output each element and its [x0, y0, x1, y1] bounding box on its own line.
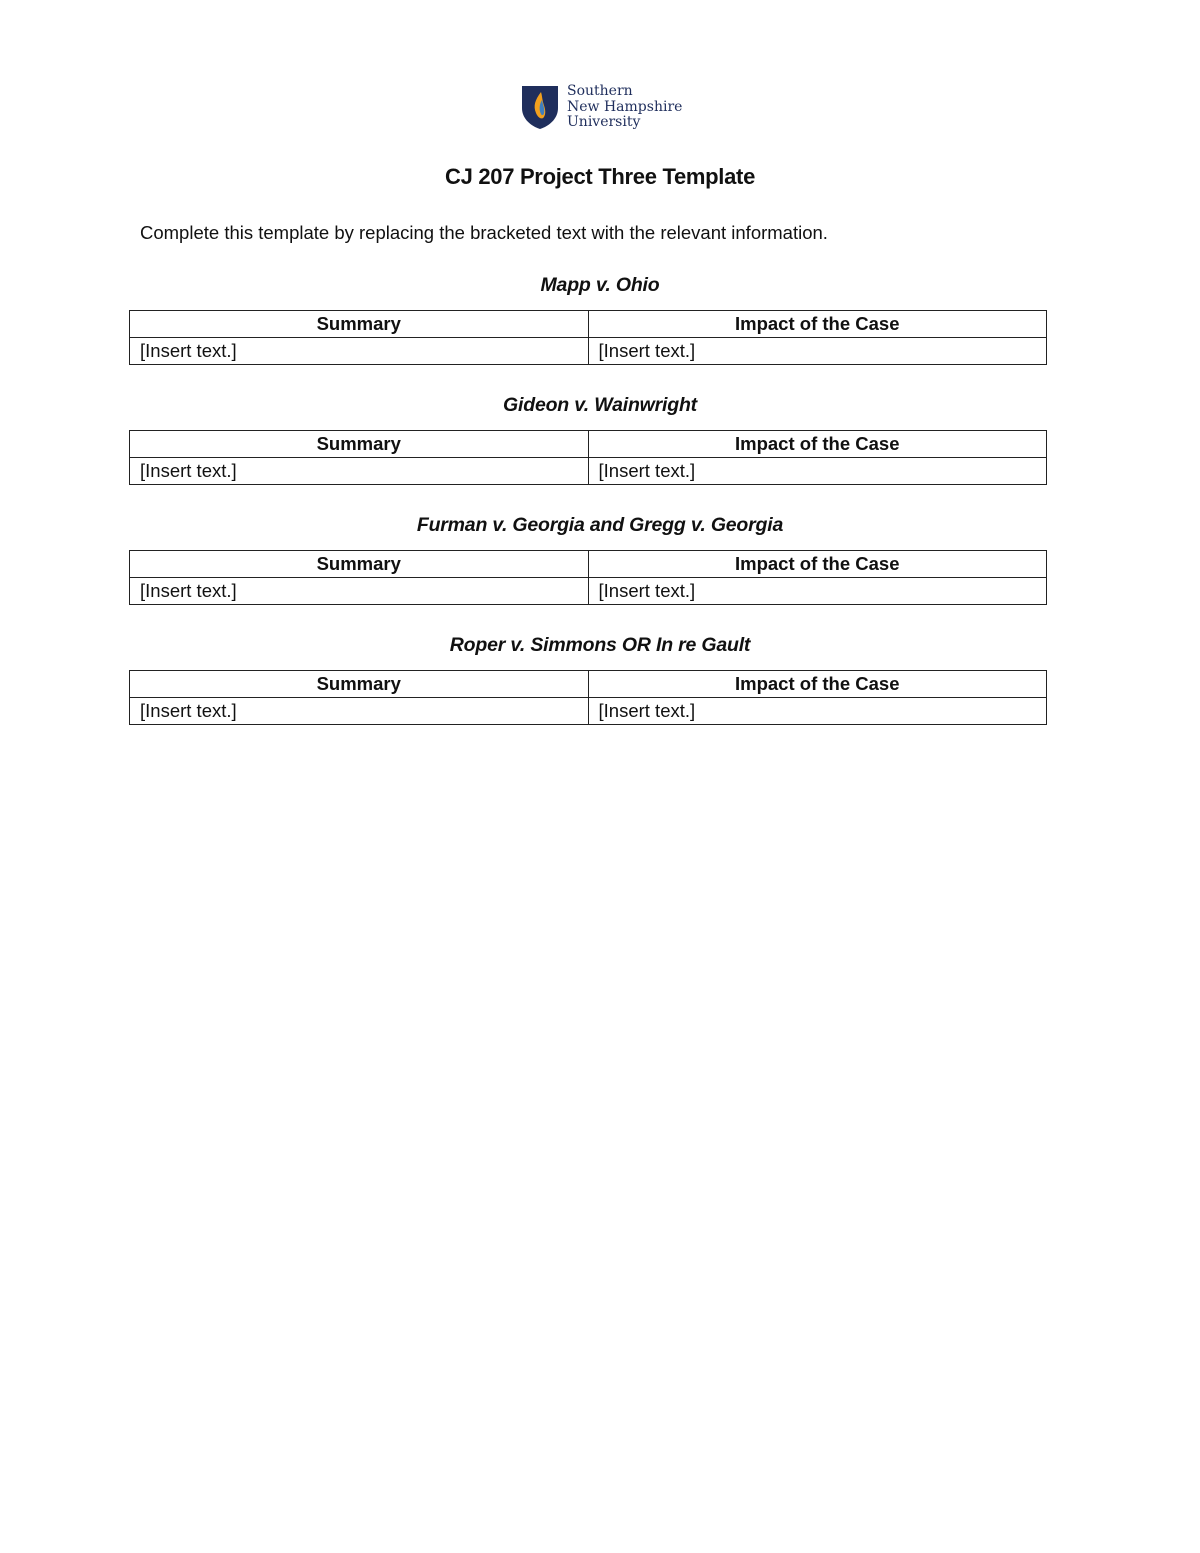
summary-header: Summary [130, 311, 589, 338]
summary-cell[interactable]: [Insert text.] [130, 458, 589, 485]
logo-line-3: University [567, 114, 641, 130]
case-heading: Furman v. Georgia and Gregg v. Georgia [416, 514, 784, 536]
summary-header: Summary [130, 671, 589, 698]
table-header-row [130, 551, 1047, 578]
summary-cell[interactable]: [Insert text.] [130, 578, 589, 605]
table-row [130, 458, 1047, 485]
case-table [129, 670, 1047, 725]
impact-cell[interactable]: [Insert text.] [588, 338, 1047, 365]
table-header-row [130, 311, 1047, 338]
university-logo [520, 84, 690, 132]
shield-flame-icon [520, 84, 560, 130]
case-table [129, 550, 1047, 605]
impact-header: Impact of the Case [588, 431, 1047, 458]
impact-header: Impact of the Case [588, 311, 1047, 338]
table-row [130, 698, 1047, 725]
case-heading: Mapp v. Ohio [540, 274, 660, 296]
logo-line-1: Southern [567, 83, 633, 99]
table-header-row [130, 431, 1047, 458]
summary-header: Summary [130, 431, 589, 458]
case-heading: Roper v. Simmons OR In re Gault [449, 634, 751, 656]
document-title: CJ 207 Project Three Template [444, 164, 756, 189]
impact-cell[interactable]: [Insert text.] [588, 698, 1047, 725]
table-row [130, 578, 1047, 605]
impact-header: Impact of the Case [588, 671, 1047, 698]
table-row [130, 338, 1047, 365]
impact-header: Impact of the Case [588, 551, 1047, 578]
impact-cell[interactable]: [Insert text.] [588, 578, 1047, 605]
case-table [129, 310, 1047, 365]
summary-header: Summary [130, 551, 589, 578]
instruction-text: Complete this template by replacing the bracketed text with the relevant information. [140, 222, 828, 243]
impact-cell[interactable]: [Insert text.] [588, 458, 1047, 485]
logo-line-2: New Hampshire [567, 98, 683, 115]
summary-cell[interactable]: [Insert text.] [130, 338, 589, 365]
summary-cell[interactable]: [Insert text.] [130, 698, 589, 725]
case-heading: Gideon v. Wainwright [503, 394, 697, 416]
case-table [129, 430, 1047, 485]
table-header-row [130, 671, 1047, 698]
logo-wordmark [567, 84, 682, 131]
